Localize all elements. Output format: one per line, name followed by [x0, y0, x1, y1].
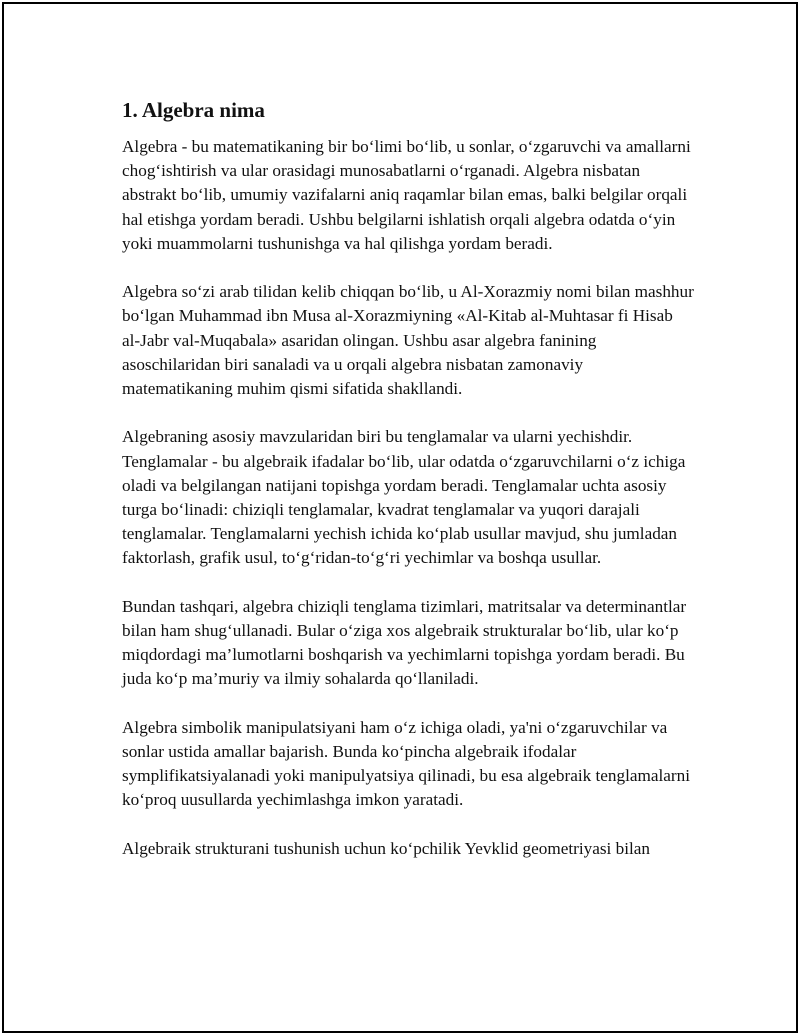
section-heading: 1. Algebra nima	[122, 98, 265, 122]
paragraph-equations: Algebraning asosiy mavzularidan biri bu tenglamalar va ularni yechishdir. Tenglamalar - bu algebraik ifadalar bo‘lib, ular odatda o‘zgaruvchilarni o‘z ichiga oladi va belgilangan natijani topishga yordam beradi. Tenglamalar uchta asosiy turga bo‘linadi: chiziqli tenglamalar, kvadrat tenglamalar va yuqori darajali tenglamalar. Tenglamalarni yechish ichida ko‘plab usullar mavjud, shu jumladan faktorlash, grafik usul, to‘g‘ridan-to‘g‘ri yechimlar va boshqa usullar.	[122, 427, 686, 568]
paragraph-linear-systems: Bundan tashqari, algebra chiziqli tenglama tizimlari, matritsalar va determinantlar bilan ham shug‘ullanadi. Bular o‘ziga xos algebraik strukturalar bo‘lib, ular ko‘p miqdordagi ma’lumotlarni boshqarish va yechimlarni topishga yordam beradi. Bu juda ko‘p ma’muriy va ilmiy sohalarda qo‘llaniladi.	[122, 596, 687, 689]
document-body	[120, 97, 695, 885]
paragraph-symbolic-manipulation: Algebra simbolik manipulatsiyani ham o‘z ichiga oladi, ya'ni o‘zgaruvchilar va sonlar ustida amallar bajarish. Bunda ko‘pincha algebraik ifodalar symplifikatsiyalanadi yoki manipulyatsiya qilinadi, bu esa algebraik tenglamalarni ko‘proq uusullarda yechimlashga imkon yaratadi.	[122, 717, 690, 810]
paragraph-definition: Algebra - bu matematikaning bir bo‘limi bo‘lib, u sonlar, o‘zgaruvchi va amallarni chog‘ishtirish va ular orasidagi munosabatlarni o‘rganadi. Algebra nisbatan abstrakt bo‘lib, umumiy vazifalarni aniq raqamlar bilan emas, balki belgilar orqali hal etishga yordam beradi. Ushbu belgilarni ishlatish orqali algebra odatda o‘yin yoki muammolarni tushunishga va hal qilishga yordam beradi.	[122, 137, 691, 253]
page-frame	[2, 2, 798, 1033]
paragraph-algebraic-structures: Algebraik strukturani tushunish uchun ko‘pchilik Yevklid geometriyasi bilan	[122, 838, 650, 858]
paragraph-etymology: Algebra so‘zi arab tilidan kelib chiqqan bo‘lib, u Al-Xorazmiy nomi bilan mashhur bo‘lgan Muhammad ibn Musa al-Xorazmiyning «Al-Kitab al-Muhtasar fi Hisab al-Jabr val-Muqabala» asaridan olingan. Ushbu asar algebra fanining asoschilaridan biri sanaladi va u orqali algebra nisbatan zamonaviy matematikaning muhim qismi sifatida shakllandi.	[122, 282, 694, 399]
